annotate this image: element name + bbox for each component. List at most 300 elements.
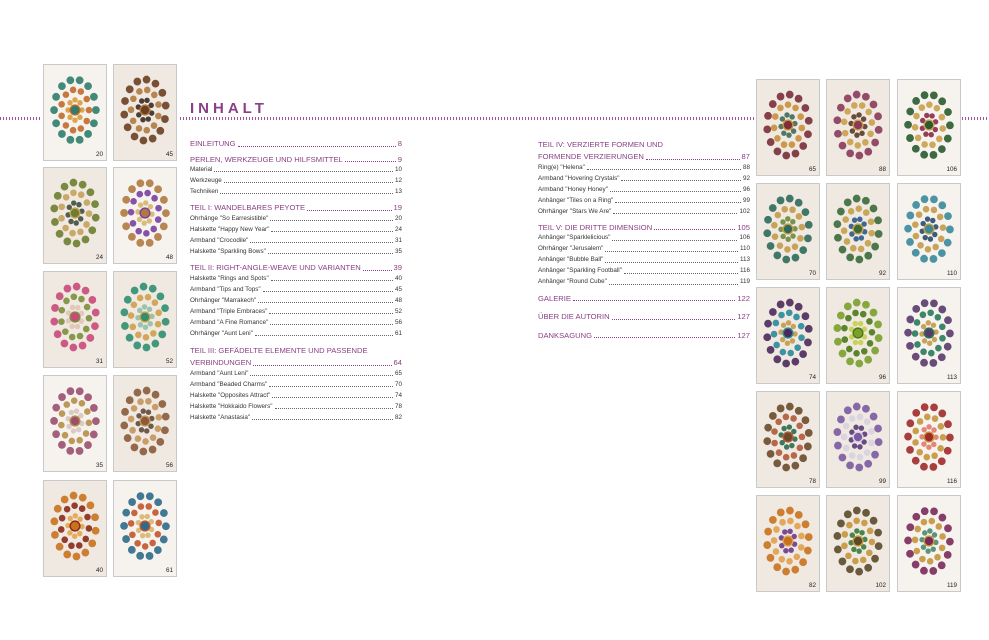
bead — [795, 511, 803, 519]
bead — [938, 145, 946, 153]
bead — [763, 333, 771, 341]
bead — [79, 400, 86, 407]
bead — [152, 391, 160, 399]
bead — [852, 217, 857, 222]
bead — [912, 439, 919, 446]
toc-page: 65 — [394, 369, 402, 377]
toc-item[interactable] — [538, 279, 750, 285]
bead — [846, 149, 854, 157]
bead — [944, 108, 952, 116]
bead — [155, 321, 162, 328]
bead — [137, 295, 144, 302]
toc-item-label: Halskette "Rings and Spots" — [190, 274, 269, 282]
bead — [128, 106, 135, 113]
bead — [938, 423, 945, 430]
bead — [922, 530, 927, 535]
bead — [771, 331, 778, 338]
bead — [136, 239, 144, 247]
jewelry-thumbnail[interactable] — [113, 64, 177, 161]
bead — [73, 553, 81, 561]
thumbnail-page-number: 74 — [808, 374, 816, 381]
toc-page: 96 — [742, 185, 750, 193]
bead — [920, 255, 928, 263]
bead — [790, 219, 795, 224]
bead — [122, 509, 130, 517]
bead — [128, 209, 135, 216]
bead — [914, 526, 921, 533]
bead — [839, 454, 847, 462]
bead — [833, 116, 841, 124]
toc-item[interactable] — [190, 331, 402, 337]
bead — [861, 520, 868, 527]
bead — [764, 320, 772, 328]
jewelry-thumbnail[interactable] — [826, 183, 890, 280]
bead — [67, 387, 75, 395]
thumbnail-page-number: 40 — [95, 567, 103, 574]
toc-section[interactable] — [190, 204, 402, 212]
bead — [142, 438, 149, 445]
bead — [56, 543, 64, 551]
toc-page: 31 — [394, 237, 402, 245]
toc-section-multiline[interactable] — [538, 140, 750, 161]
bead — [767, 346, 775, 354]
bead — [73, 283, 81, 291]
bead — [859, 530, 864, 535]
bead — [155, 520, 162, 527]
toc-item-label: Armband "Beaded Charms" — [190, 380, 268, 388]
jewelry-thumbnail[interactable] — [897, 391, 961, 488]
bead — [834, 234, 842, 242]
toc-item[interactable] — [190, 238, 402, 244]
bead — [929, 141, 936, 148]
bead — [875, 438, 883, 446]
bead — [801, 104, 809, 112]
center-gem — [70, 416, 80, 426]
bead — [917, 242, 924, 249]
bead — [904, 537, 912, 545]
bead — [136, 125, 143, 132]
bead — [120, 111, 128, 119]
bead — [88, 226, 96, 234]
toc-item-list — [538, 235, 750, 285]
bead — [799, 125, 806, 132]
jewelry-thumbnail[interactable] — [826, 391, 890, 488]
bead — [71, 293, 78, 300]
bead — [61, 183, 69, 191]
bead — [58, 441, 66, 449]
toc-section[interactable] — [538, 295, 750, 303]
bead — [129, 427, 136, 434]
toc-item[interactable] — [190, 298, 402, 304]
jewelry-thumbnail[interactable] — [897, 183, 961, 280]
center-gem — [924, 120, 934, 130]
bead — [83, 326, 90, 333]
bead — [856, 548, 861, 553]
toc-item[interactable] — [538, 246, 750, 252]
toc-item-label: Ohrhänger "Aunt Leni" — [190, 329, 253, 337]
bead — [149, 446, 157, 454]
bead — [784, 444, 789, 449]
bead — [52, 430, 60, 438]
bead — [66, 136, 74, 144]
bead — [842, 130, 849, 137]
bead — [852, 558, 859, 565]
bead — [74, 408, 79, 413]
bead — [56, 230, 64, 238]
bead — [837, 104, 845, 112]
toc-item[interactable] — [190, 178, 402, 184]
bead — [852, 443, 857, 448]
bead — [130, 324, 137, 331]
jewelry-thumbnail[interactable] — [43, 480, 107, 577]
bead — [922, 338, 927, 343]
bead — [131, 287, 139, 295]
jewelry-thumbnail[interactable] — [826, 495, 890, 592]
toc-item-label: Halskette "Opposites Attract" — [190, 391, 271, 399]
bead — [930, 403, 938, 411]
bead — [84, 441, 92, 449]
bead — [152, 404, 159, 411]
bead — [916, 449, 923, 456]
bead — [785, 101, 792, 108]
toc-item[interactable] — [538, 165, 750, 171]
toc-item[interactable] — [190, 249, 402, 255]
bead — [870, 413, 878, 421]
bead — [862, 301, 870, 309]
toc-page: 70 — [394, 380, 402, 388]
bead — [781, 426, 786, 431]
bead — [855, 360, 863, 368]
bead — [146, 179, 154, 187]
bead — [920, 359, 928, 367]
bead — [769, 412, 777, 420]
bead — [842, 531, 849, 538]
toc-item[interactable] — [190, 227, 402, 233]
bead — [138, 322, 143, 327]
bead — [128, 312, 135, 319]
toc-section-multiline[interactable] — [190, 346, 402, 367]
bead — [904, 121, 912, 129]
bead — [847, 139, 854, 146]
bead — [158, 400, 166, 408]
bead — [152, 80, 160, 88]
bead — [799, 350, 807, 358]
bead — [868, 218, 875, 225]
bead — [846, 565, 854, 573]
jewelry-thumbnail[interactable] — [897, 495, 961, 592]
jewelry-thumbnail[interactable] — [113, 271, 177, 368]
center-gem — [924, 328, 934, 338]
bead — [781, 141, 788, 148]
thumbnail-page-number: 48 — [165, 254, 173, 261]
jewelry-thumbnail[interactable] — [113, 480, 177, 577]
bead — [871, 243, 879, 251]
bead — [782, 256, 790, 264]
bead — [857, 217, 862, 222]
bead — [124, 296, 132, 304]
toc-section-label: EINLEITUNG — [190, 139, 236, 148]
bead — [138, 503, 145, 510]
bead — [92, 106, 100, 114]
bead — [78, 125, 85, 132]
bead — [931, 207, 938, 214]
bead — [844, 108, 851, 115]
bead — [799, 558, 807, 566]
bead — [146, 552, 154, 560]
bead — [869, 329, 876, 336]
bead — [161, 426, 169, 434]
toc-section[interactable] — [190, 264, 402, 272]
bead — [844, 238, 851, 245]
bead — [805, 429, 813, 437]
bead — [70, 87, 77, 94]
toc-item[interactable] — [190, 287, 402, 293]
toc-item[interactable] — [190, 216, 402, 222]
bead — [794, 553, 801, 560]
toc-item[interactable] — [538, 187, 750, 193]
bead — [867, 340, 874, 347]
jewelry-thumbnail[interactable] — [756, 287, 820, 384]
toc-item[interactable] — [190, 189, 402, 195]
bead — [769, 204, 777, 212]
bead — [834, 338, 842, 346]
jewelry-thumbnail[interactable] — [113, 375, 177, 472]
bead — [75, 324, 80, 329]
bead — [871, 555, 879, 563]
bead — [944, 524, 952, 532]
bead — [156, 438, 164, 446]
toc-item[interactable] — [190, 382, 402, 388]
toc-section-label: DANKSAGUNG — [538, 330, 593, 340]
bead — [58, 393, 66, 401]
bead — [763, 229, 771, 237]
bead — [920, 463, 928, 471]
bead — [160, 222, 168, 230]
bead — [867, 130, 874, 137]
bead — [938, 306, 946, 314]
toc-item[interactable] — [190, 320, 402, 326]
toc-item[interactable] — [538, 235, 750, 241]
jewelry-thumbnail[interactable] — [756, 495, 820, 592]
toc-left-column — [190, 140, 402, 421]
toc-section[interactable] — [538, 313, 750, 321]
bead — [797, 113, 804, 120]
toc-item[interactable] — [538, 176, 750, 182]
bead — [868, 440, 875, 447]
bead — [51, 218, 59, 226]
toc-item[interactable] — [190, 415, 402, 421]
bead — [862, 509, 870, 517]
bead — [912, 124, 919, 131]
bead — [121, 322, 129, 330]
bead — [935, 314, 942, 321]
bead — [944, 420, 952, 428]
bead — [844, 510, 852, 518]
bead — [91, 513, 99, 521]
bead — [860, 557, 867, 564]
jewelry-photo — [827, 288, 889, 383]
jewelry-thumbnail[interactable] — [897, 79, 961, 176]
bead — [70, 492, 78, 500]
bead — [929, 463, 937, 471]
toc-item[interactable] — [538, 268, 750, 274]
bead — [161, 115, 169, 123]
bead — [147, 218, 152, 223]
bead — [50, 106, 58, 114]
bead — [844, 198, 852, 206]
toc-item[interactable] — [538, 198, 750, 204]
toc-section[interactable] — [190, 140, 402, 148]
toc-section[interactable] — [538, 224, 750, 232]
bead — [912, 409, 920, 417]
bead — [912, 353, 920, 361]
bead — [920, 151, 928, 159]
toc-item[interactable] — [190, 371, 402, 377]
toc-page: 88 — [742, 163, 750, 171]
bead — [864, 449, 871, 456]
center-gem — [924, 224, 934, 234]
toc-item-label: Armband "A Fine Romance" — [190, 318, 269, 326]
jewelry-thumbnail[interactable] — [756, 183, 820, 280]
bead — [854, 528, 859, 533]
bead — [144, 428, 149, 433]
toc-item[interactable] — [190, 167, 402, 173]
bead — [131, 301, 138, 308]
jewelry-photo — [898, 496, 960, 591]
bead — [84, 393, 92, 401]
bead — [920, 348, 927, 355]
bead — [777, 405, 785, 413]
bead — [921, 427, 926, 432]
bead — [857, 444, 862, 449]
bead — [795, 199, 803, 207]
bead — [843, 445, 850, 452]
bead — [773, 320, 780, 327]
bead — [853, 517, 860, 524]
bead — [152, 299, 159, 306]
bead — [142, 304, 147, 309]
bead — [906, 523, 914, 531]
bead — [158, 89, 166, 97]
toc-page: 110 — [739, 245, 750, 253]
jewelry-photo — [827, 80, 889, 175]
bead — [136, 191, 143, 198]
toc-section[interactable] — [190, 156, 402, 164]
center-gem — [783, 432, 793, 442]
center-gem — [140, 105, 150, 115]
bead — [859, 102, 866, 109]
bead — [791, 452, 798, 459]
bead — [792, 105, 799, 112]
thumbnail-page-number: 45 — [165, 151, 173, 158]
bead — [767, 242, 775, 250]
bead — [50, 417, 58, 425]
jewelry-photo — [114, 272, 176, 367]
bead — [131, 510, 138, 517]
bead — [79, 181, 87, 189]
bead — [834, 546, 842, 554]
bead — [915, 135, 922, 142]
bead — [61, 340, 69, 348]
bead — [777, 301, 785, 309]
bead — [912, 249, 920, 257]
toc-item[interactable] — [190, 276, 402, 282]
bead — [782, 568, 790, 576]
toc-item[interactable] — [190, 393, 402, 399]
bead — [852, 310, 859, 317]
jewelry-thumbnail[interactable] — [756, 79, 820, 176]
jewelry-thumbnail[interactable] — [113, 167, 177, 264]
toc-item[interactable] — [190, 309, 402, 315]
jewelry-thumbnail[interactable] — [897, 287, 961, 384]
jewelry-thumbnail[interactable] — [826, 287, 890, 384]
toc-item[interactable] — [190, 404, 402, 410]
bead — [855, 256, 863, 264]
toc-item[interactable] — [538, 209, 750, 215]
jewelry-thumbnail[interactable] — [43, 375, 107, 472]
bead — [84, 130, 92, 138]
bead — [139, 514, 144, 519]
jewelry-thumbnail[interactable] — [756, 391, 820, 488]
bead — [871, 139, 879, 147]
bead — [767, 138, 775, 146]
bead — [58, 203, 65, 210]
bead — [86, 315, 93, 322]
bead — [160, 509, 168, 517]
bead — [850, 245, 857, 252]
bead — [869, 119, 876, 126]
toc-page: 122 — [737, 293, 750, 303]
bead — [81, 549, 89, 557]
bead — [938, 249, 946, 257]
bead — [789, 206, 796, 213]
center-gem — [783, 120, 793, 130]
toc-item[interactable] — [538, 257, 750, 263]
bead — [126, 85, 134, 93]
bead — [926, 101, 933, 108]
bead — [73, 240, 81, 248]
bead — [934, 554, 941, 561]
jewelry-photo — [757, 288, 819, 383]
jewelry-thumbnail[interactable] — [43, 64, 107, 161]
jewelry-thumbnail[interactable] — [43, 271, 107, 368]
bead — [162, 522, 170, 530]
bead — [853, 350, 860, 357]
bead — [853, 321, 858, 326]
jewelry-thumbnail[interactable] — [826, 79, 890, 176]
bead — [797, 235, 804, 242]
bead — [776, 449, 783, 456]
jewelry-photo — [114, 481, 176, 576]
bead — [802, 520, 810, 528]
bead — [912, 330, 919, 337]
toc-section[interactable] — [538, 332, 750, 340]
center-gem — [70, 312, 80, 322]
toc-page: 56 — [394, 318, 402, 326]
bead — [848, 208, 855, 215]
bead — [921, 195, 929, 203]
bead — [786, 309, 793, 316]
bead — [151, 195, 158, 202]
toc-page: 12 — [394, 177, 402, 185]
jewelry-thumbnail[interactable] — [43, 167, 107, 264]
bead — [904, 225, 912, 233]
bead — [799, 454, 807, 462]
bead — [128, 185, 136, 193]
bead — [773, 563, 781, 571]
bead — [795, 95, 803, 103]
toc-item-label: Ohrhänger "Stars We Are" — [538, 207, 612, 215]
